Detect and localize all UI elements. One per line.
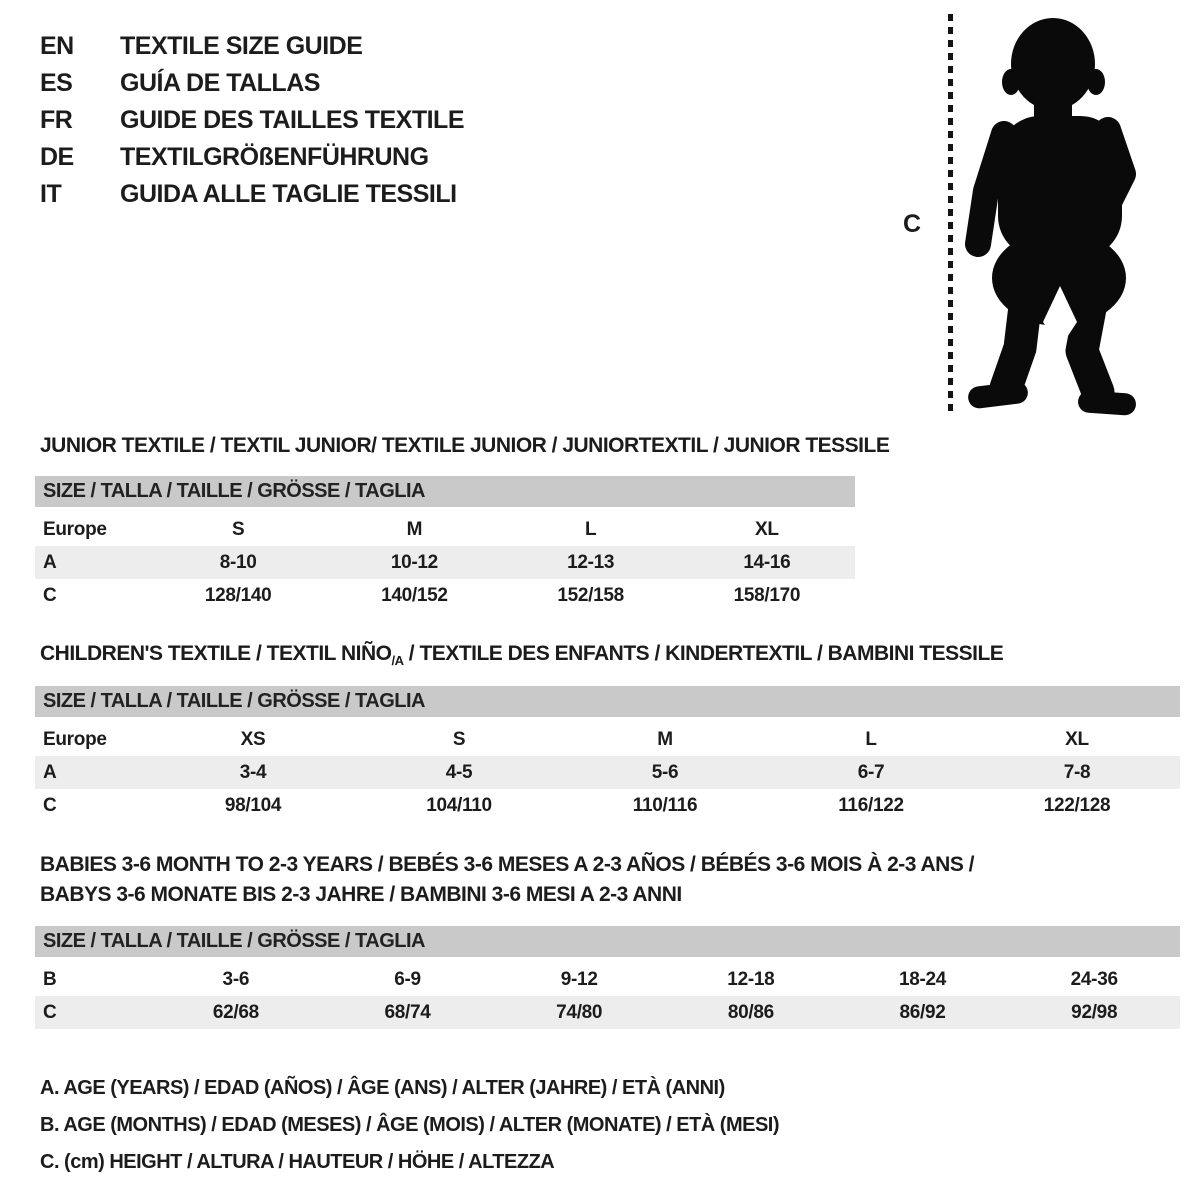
- age-cell: 12-13: [567, 551, 615, 573]
- months-cell: 9-12: [560, 968, 598, 990]
- months-cell: 3-6: [222, 968, 250, 990]
- section-title-children-pre: CHILDREN'S TEXTILE / TEXTIL NIÑO: [40, 642, 392, 665]
- lang-title: GUIDE DES TAILLES TEXTILE: [120, 106, 465, 134]
- months-cell: 18-24: [898, 968, 947, 990]
- section-title-babies-line1: BABIES 3-6 MONTH TO 2-3 YEARS / BEBÉS 3-6 MESES A 2-3 AÑOS / BÉBÉS 3-6 MOIS À 2-3 ANS /: [40, 853, 975, 876]
- size-cell: XL: [1065, 728, 1089, 750]
- table-row-europe: [35, 723, 1180, 756]
- height-measure-label: C: [903, 210, 922, 238]
- size-cell: L: [865, 728, 877, 750]
- height-cell: 128/140: [204, 584, 272, 606]
- lang-code: ES: [40, 69, 73, 97]
- size-cell: XL: [755, 518, 779, 540]
- height-cell: 80/86: [727, 1001, 774, 1023]
- height-cell: 98/104: [224, 794, 282, 816]
- row-label: A: [43, 551, 57, 573]
- size-cell: M: [657, 728, 673, 750]
- months-cell: 6-9: [394, 968, 421, 990]
- months-cell: 24-36: [1070, 968, 1118, 990]
- height-cell: 104/110: [426, 794, 492, 816]
- height-cell: 116/122: [838, 794, 904, 816]
- table-row-height: [35, 579, 855, 612]
- size-cell: S: [231, 518, 245, 540]
- table-header-children: SIZE / TALLA / TAILLE / GRÖSSE / TAGLIA: [35, 686, 1180, 717]
- legend-line-b: B. AGE (MONTHS) / EDAD (MESES) / ÂGE (MOIS) / ALTER (MONATE) / ETÀ (MESI): [40, 1114, 780, 1136]
- height-cell: 86/92: [899, 1001, 946, 1023]
- height-cell: 62/68: [212, 1001, 259, 1023]
- height-cell: 74/80: [556, 1001, 603, 1023]
- height-measure-dashed-line: [948, 14, 953, 416]
- height-cell: 68/74: [384, 1001, 431, 1023]
- legend-line-a: A. AGE (YEARS) / EDAD (AÑOS) / ÂGE (ANS) / ALTER (JAHRE) / ETÀ (ANNI): [40, 1077, 725, 1099]
- section-title-junior: JUNIOR TEXTILE / TEXTIL JUNIOR/ TEXTILE JUNIOR / JUNIORTEXTIL / JUNIOR TESSILE: [40, 434, 890, 457]
- age-cell: 14-16: [743, 551, 791, 573]
- section-title-children-post: / TEXTILE DES ENFANTS / KINDERTEXTIL / BAMBINI TESSILE: [403, 642, 1004, 665]
- row-label: Europe: [43, 728, 107, 750]
- lang-title: TEXTILGRÖßENFÜHRUNG: [120, 143, 429, 171]
- lang-row-fr: [40, 102, 464, 139]
- height-cell: 110/116: [632, 794, 698, 816]
- table-row-age: [35, 756, 1180, 789]
- row-label: C: [43, 794, 57, 816]
- height-cell: 140/152: [381, 584, 448, 606]
- height-cell: 122/128: [1043, 794, 1111, 816]
- size-cell: M: [406, 518, 423, 540]
- table-row-age: [35, 546, 855, 579]
- babies-size-table: [35, 926, 1180, 1029]
- row-label: A: [43, 761, 57, 783]
- height-cell: 158/170: [733, 584, 801, 606]
- height-cell: 152/158: [557, 584, 624, 606]
- legend-line-c: C. (cm) HEIGHT / ALTURA / HAUTEUR / HÖHE / ALTEZZA: [40, 1151, 555, 1173]
- age-cell: 3-4: [239, 761, 267, 783]
- table-header-junior: SIZE / TALLA / TAILLE / GRÖSSE / TAGLIA: [35, 476, 855, 507]
- lang-row-it: [40, 176, 464, 213]
- size-cell: XS: [240, 728, 266, 750]
- toddler-silhouette: [960, 16, 1192, 420]
- table-row-height: [35, 789, 1180, 822]
- section-title-babies-line2: BABYS 3-6 MONATE BIS 2-3 JAHRE / BAMBINI 3-6 MESI A 2-3 ANNI: [40, 883, 682, 906]
- lang-code: IT: [40, 180, 62, 208]
- table-row-months: [35, 963, 1180, 996]
- age-cell: 7-8: [1063, 761, 1091, 783]
- age-cell: 4-5: [445, 761, 473, 783]
- size-cell: S: [452, 728, 466, 750]
- table-body-babies: [35, 963, 1180, 1029]
- row-label: Europe: [43, 518, 107, 540]
- legend: [40, 1070, 779, 1181]
- table-row-europe: [35, 513, 855, 546]
- table-body-junior: [35, 513, 855, 612]
- junior-size-table: [35, 476, 855, 612]
- lang-title: GUIDA ALLE TAGLIE TESSILI: [120, 180, 457, 208]
- section-title-children: [40, 642, 1003, 668]
- age-cell: 6-7: [857, 761, 885, 783]
- table-header-babies: SIZE / TALLA / TAILLE / GRÖSSE / TAGLIA: [35, 926, 1180, 957]
- lang-title: GUÍA DE TALLAS: [120, 69, 320, 97]
- section-title-babies: [40, 850, 974, 910]
- months-cell: 12-18: [727, 968, 775, 990]
- lang-row-de: [40, 139, 464, 176]
- lang-code: EN: [40, 32, 74, 60]
- children-size-table: [35, 686, 1180, 822]
- lang-code: FR: [40, 106, 73, 134]
- height-cell: 92/98: [1071, 1001, 1118, 1023]
- row-label: C: [43, 584, 57, 606]
- table-body-children: [35, 723, 1180, 822]
- lang-title: TEXTILE SIZE GUIDE: [120, 32, 363, 60]
- table-row-height: [35, 996, 1180, 1029]
- row-label: B: [43, 968, 57, 990]
- age-cell: 8-10: [219, 551, 257, 573]
- language-title-list: [40, 28, 464, 213]
- lang-row-es: [40, 65, 464, 102]
- row-label: C: [43, 1001, 57, 1023]
- age-cell: 5-6: [651, 761, 679, 783]
- lang-code: DE: [40, 143, 74, 171]
- size-cell: L: [584, 518, 597, 540]
- lang-row-en: [40, 28, 464, 65]
- age-cell: 10-12: [390, 551, 438, 573]
- section-title-children-sub: /A: [391, 653, 404, 669]
